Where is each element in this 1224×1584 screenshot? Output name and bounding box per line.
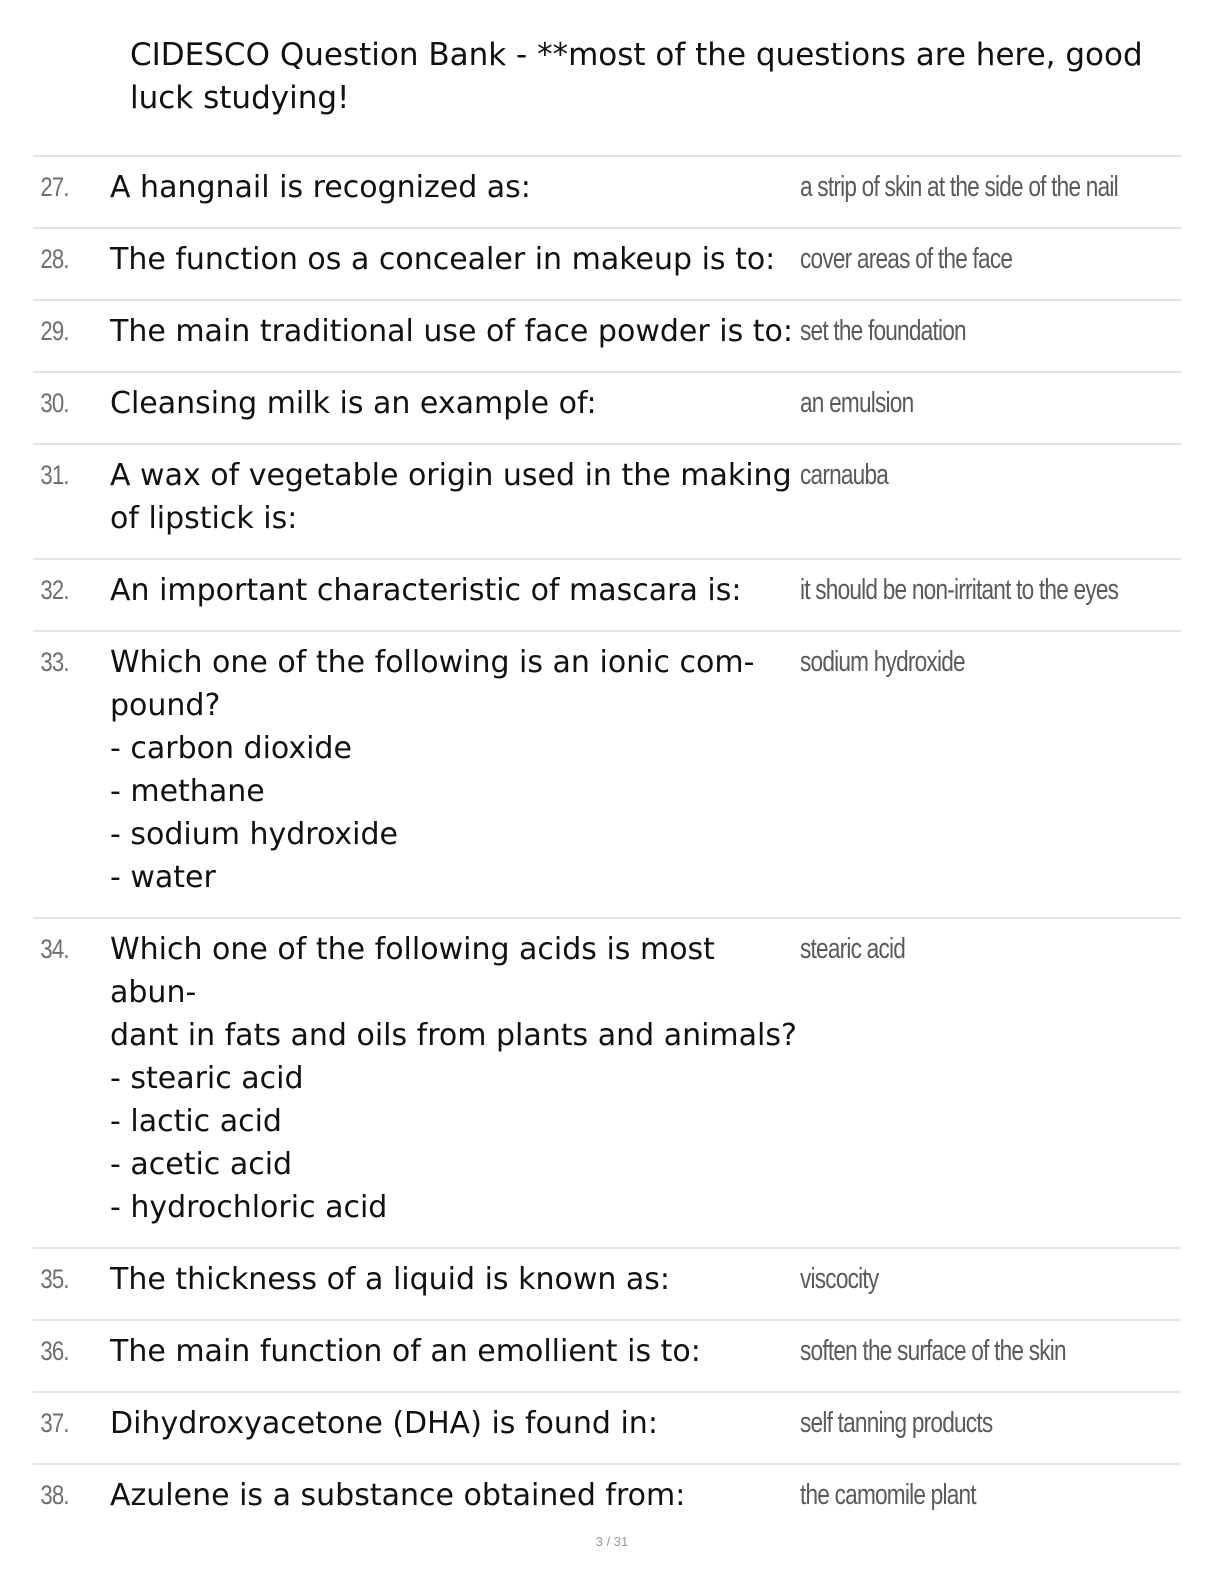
- question-row-36: [33, 1321, 1181, 1393]
- question-table: [33, 155, 1181, 1535]
- question-number: 33.: [40, 647, 69, 677]
- answer-text: sodium hydroxide: [800, 646, 965, 678]
- question-number: 37.: [40, 1408, 69, 1438]
- question-number: 31.: [40, 460, 69, 490]
- question-text: The thickness of a liquid is known as:: [110, 1262, 671, 1297]
- question-number: 29.: [40, 316, 69, 346]
- question-row-28: [33, 229, 1181, 301]
- answer-text: it should be non-irritant to the eyes: [800, 574, 1119, 606]
- question-number: 34.: [40, 934, 69, 964]
- question-row-32: [33, 560, 1181, 632]
- question-text: The function os a concealer in makeup is to:: [110, 242, 776, 277]
- question-text: The main traditional use of face powder is to:: [110, 314, 793, 349]
- question-text: The main function of an emollient is to:: [110, 1334, 701, 1369]
- question-number: 32.: [40, 575, 69, 605]
- answer-text: the camomile plant: [800, 1479, 976, 1511]
- question-text: Azulene is a substance obtained from:: [110, 1478, 686, 1513]
- question-text: A wax of vegetable origin used in the making of lipstick is:: [110, 458, 792, 536]
- question-number: 27.: [40, 172, 69, 202]
- question-text: Which one of the following is an ionic com- pound? - carbon dioxide - methane - sodium hydroxide - water: [110, 645, 755, 895]
- question-row-33: [33, 632, 1181, 919]
- question-row-35: [33, 1249, 1181, 1321]
- question-number: 36.: [40, 1336, 69, 1366]
- answer-text: set the foundation: [800, 315, 966, 347]
- question-row-34: [33, 919, 1181, 1249]
- question-row-29: [33, 301, 1181, 373]
- answer-text: a strip of skin at the side of the nail: [800, 171, 1118, 203]
- question-number: 30.: [40, 388, 69, 418]
- question-text: Cleansing milk is an example of:: [110, 386, 597, 421]
- answer-text: self tanning products: [800, 1407, 993, 1439]
- answer-text: stearic acid: [800, 933, 906, 965]
- question-number: 28.: [40, 244, 69, 274]
- answer-text: viscocity: [800, 1263, 879, 1295]
- question-row-37: [33, 1393, 1181, 1465]
- question-text: A hangnail is recognized as:: [110, 170, 531, 205]
- question-number: 38.: [40, 1480, 69, 1510]
- question-row-38: [33, 1465, 1181, 1535]
- question-text: An important characteristic of mascara is:: [110, 573, 742, 608]
- question-text: Dihydroxyacetone (DHA) is found in:: [110, 1406, 658, 1441]
- page-number: 3 / 31: [595, 1534, 629, 1549]
- question-row-30: [33, 373, 1181, 445]
- answer-text: cover areas of the face: [800, 243, 1013, 275]
- question-row-27: [33, 157, 1181, 229]
- document-title: CIDESCO Question Bank - **most of the questions are here, good luck studying!: [130, 37, 1143, 116]
- question-row-31: [33, 445, 1181, 560]
- question-number: 35.: [40, 1264, 69, 1294]
- answer-text: carnauba: [800, 459, 889, 491]
- answer-text: soften the surface of the skin: [800, 1335, 1066, 1367]
- answer-text: an emulsion: [800, 387, 914, 419]
- question-text: Which one of the following acids is most abun- dant in fats and oils from plants and animals? - stearic acid - lactic acid - acetic acid - hydrochloric acid: [110, 932, 797, 1225]
